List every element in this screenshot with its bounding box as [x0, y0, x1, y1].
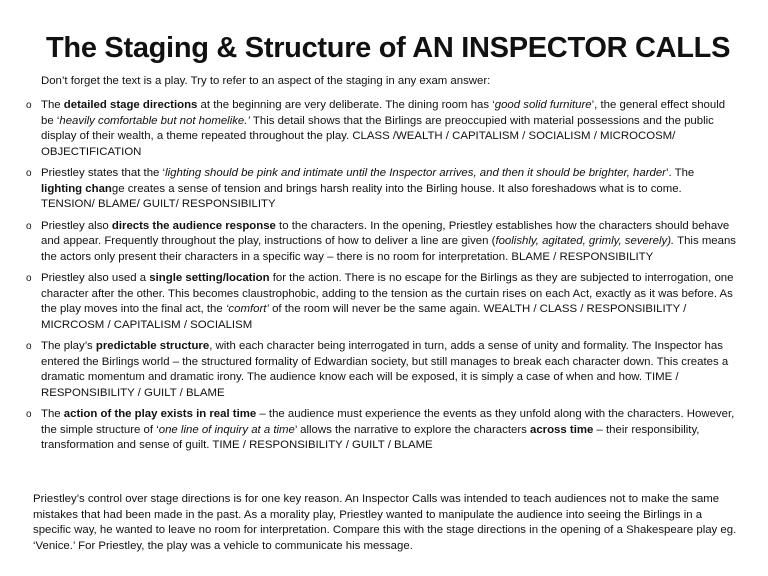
bullet-text: ’ allows the narrative to explore the characters: [294, 423, 530, 436]
bullet-text: – their responsibility, transformation and sense of guilt. TIME / RESPONSIBILITY / GUILT / BLAME: [41, 423, 700, 451]
bullet-text: The play’s: [41, 340, 96, 352]
bullet-text: This detail shows that the Birlings are preoccupied with material possessions and the public display of their wealth, a theme repeated throughout the play. CLASS /WEALTH / CAPITALISM / SOCIALISM / MICROCOSM/ OBJECTIFICATION: [41, 114, 714, 158]
bullet-bold: action of the play exists in real time: [63, 408, 257, 420]
bullet-marker-icon: o: [26, 100, 32, 111]
bullet-quote: ‘comfort’: [225, 303, 269, 315]
bullet-bold: lighting chan: [41, 182, 112, 195]
bullet-list: [26, 98, 736, 460]
bullet-marker-icon: o: [26, 409, 32, 420]
bullet-text: at the beginning are very deliberate. The dining room has ‘: [197, 99, 495, 111]
bullet-marker-icon: o: [26, 168, 32, 179]
bullet-text: – the audience must experience the events as they unfold along with the characters. However, the simple structure of ‘: [41, 408, 735, 436]
bullet-text: Priestley also used a: [41, 272, 150, 284]
bullet-text: The: [41, 99, 64, 111]
bullet-marker-icon: o: [26, 341, 32, 352]
bullet-predictable-structure: [26, 339, 736, 401]
bullet-real-time: [26, 407, 736, 454]
bullet-bold: predictable structure: [95, 340, 210, 352]
bullet-quote: good solid furniture: [494, 99, 592, 111]
bullet-bold: directs the audience response: [111, 219, 276, 232]
bullet-quote: lighting should be pink and intimate until the Inspector arrives, and then it should be brighter, harder: [165, 167, 666, 179]
bullet-marker-icon: o: [26, 273, 32, 284]
bullet-bold: detailed stage directions: [63, 99, 198, 111]
bullet-stage-directions: [26, 98, 736, 160]
bullet-marker-icon: o: [26, 220, 32, 232]
bullet-audience-response: [26, 219, 736, 266]
bullet-text: , with each character being interrogated in turn, adds a sense of unity and formality. The Inspector has entered the Birlings world – the structured formality of Edwardian society, but still manages to break each character down. This creates a dramatic momentum and dramatic irony. The audience know each will be exposed, it is simply a case of when and how. TIME / RESPONSIBILITY / GUILT / BLAME: [41, 340, 729, 399]
bullet-quote: foolishly, agitated, grimly, severely).: [495, 235, 675, 247]
intro-text: Don’t forget the text is a play. Try to refer to an aspect of the staging in any exam answer:: [41, 75, 491, 87]
bullet-text: This means the actors only present their characters in a specific way – there is no room for interpretation. BLAME / RESPONSIBILITY: [41, 235, 737, 263]
bullet-bold: across time: [530, 423, 594, 436]
closing-paragraph: Priestley’s control over stage directions is for one key reason. An Inspector Calls was intended to teach audiences not to make the same mistakes that had been made in the past. As a morality play, Priestley wanted to manipulate the audience into seeing the Birlings in a specific way, he wanted to leave no room for interpretation. Compare this with the stage directions in the opening of a Shakespeare play eg. ‘Venice.’ For Priestley, the play was a vehicle to communicate his message.: [33, 493, 737, 552]
bullet-text: for the action. There is no escape for the Birlings as they are subjected to interrogation, one character after the other. This becomes claustrophobic, adding to the tension as the curtain rises on each Act, exactly as it was before. As the play moves into the final act, the: [41, 272, 734, 315]
bullet-text: ’. The: [665, 167, 695, 179]
bullet-single-setting: [26, 271, 736, 333]
bullet-text: ge creates a sense of tension and brings harsh reality into the Birling house. It also foreshadows what is to come. TENSION/ BLAME/ GUILT/ RESPONSIBILITY: [41, 182, 682, 210]
bullet-text: Priestley states that the ‘: [41, 167, 166, 179]
bullet-text: Priestley also: [41, 219, 112, 232]
bullet-quote: one line of inquiry at a time: [158, 423, 295, 436]
page-title: The Staging & Structure of AN INSPECTOR CALLS: [46, 32, 731, 64]
bullet-bold: single setting/location: [149, 272, 270, 284]
bullet-lighting: [26, 166, 736, 213]
bullet-text: of the room will never be the same again. WEALTH / CLASS / RESPONSIBILITY / MICRCOSM / CAPITALISM / SOCIALISM: [41, 303, 687, 331]
bullet-text: The: [41, 408, 64, 420]
bullet-quote: heavily comfortable but not homelike.’: [59, 114, 250, 127]
bullet-text: to the characters. In the opening, Priestley establishes how the characters should behave and appear. Frequently throughout the play, instructions of how to deliver a line are given (: [41, 219, 730, 247]
bullet-text: ’, the general effect should be ‘: [41, 99, 726, 127]
